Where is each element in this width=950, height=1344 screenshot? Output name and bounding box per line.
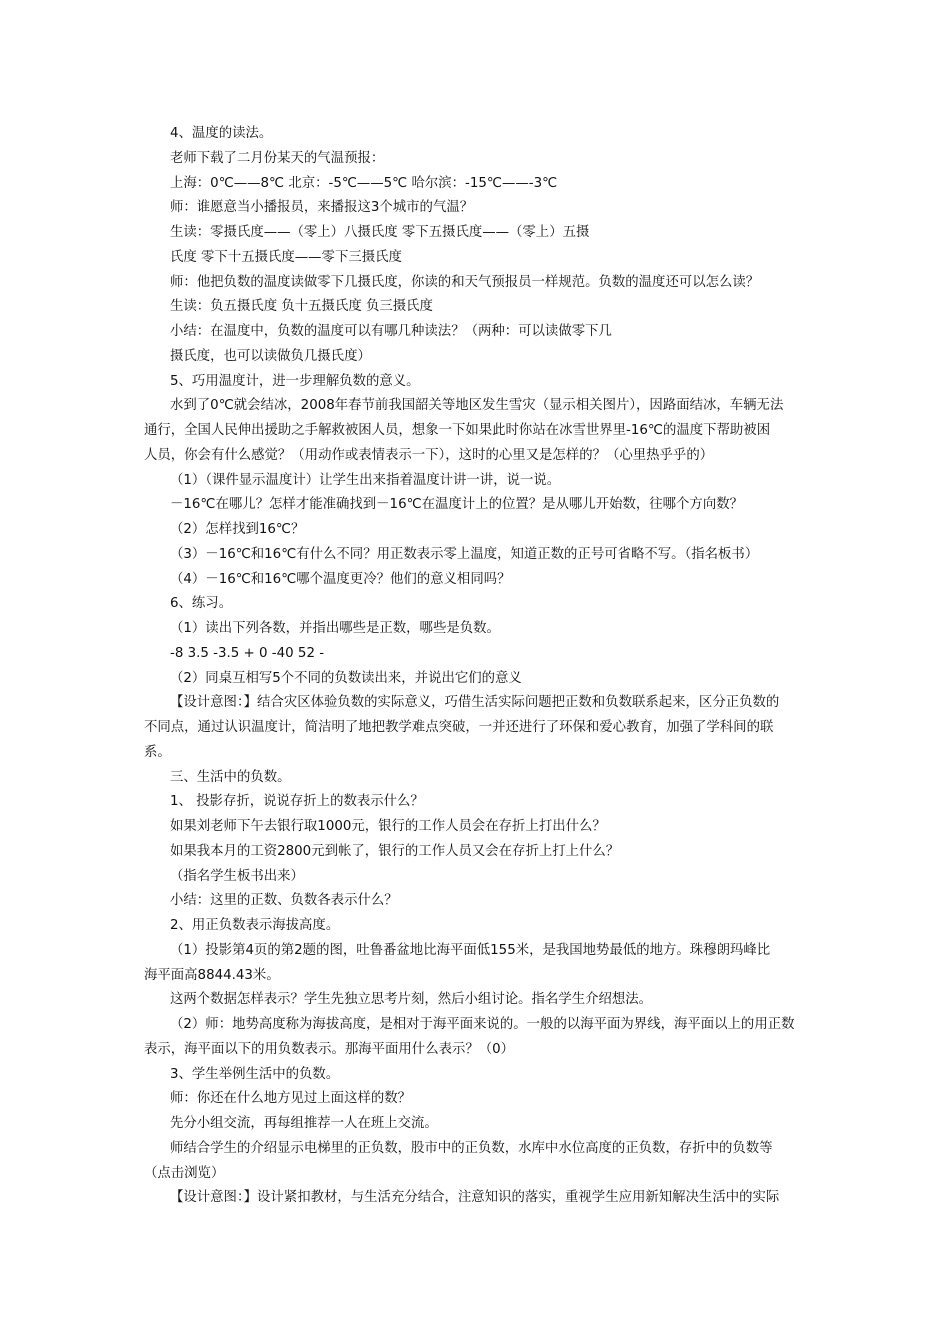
text-line: 表示，海平面以下的用负数表示。那海平面用什么表示？（0）: [144, 1041, 515, 1057]
text-line: 不同点，通过认识温度计，简洁明了地把教学难点突破，一并还进行了环保和爱心教育，加强了学科间的联: [144, 720, 774, 735]
text-line: －16℃在哪儿？怎样才能准确找到－16℃在温度计上的位置？是从哪儿开始数，往哪个方向数？: [170, 497, 743, 513]
text-line: 小结：在温度中，负数的温度可以有哪几种读法？（两种：可以读做零下几: [170, 324, 612, 339]
text-line: 水到了0℃就会结冰，2008年春节前我国韶关等地区发生雪灾（显示相关图片），因路面结冰，车辆无法: [170, 398, 784, 414]
text-line: 【设计意图：】结合灾区体验负数的实际意义，巧借生活实际问题把正数和负数联系起来，区分正负数的: [170, 695, 780, 711]
text-line: 这两个数据怎样表示？学生先独立思考片刻，然后小组讨论。指名学生介绍想法。: [170, 992, 653, 1008]
text-line: 师：谁愿意当小播报员，来播报这3个城市的气温？: [170, 200, 474, 216]
text-line: 海平面高8844.43米。: [144, 967, 280, 983]
text-line: （3）－16℃和16℃有什么不同？用正数表示零上温度，知道正数的正号可省略不写。（指名板书）: [170, 546, 759, 562]
text-line: 如果刘老师下午去银行取1000元，银行的工作人员会在存折上打出什么？: [170, 819, 606, 834]
text-line: （4）－16℃和16℃哪个温度更冷？他们的意义相同吗？: [170, 571, 511, 587]
text-line: 三、生活中的负数。: [170, 769, 291, 785]
text-line: 老师下载了二月份某天的气温预报：: [170, 150, 385, 166]
text-line: 如果我本月的工资2800元到帐了，银行的工作人员又会在存折上打上什么？: [170, 843, 620, 859]
text-line: 6、练习。: [170, 596, 233, 612]
text-line: （1）读出下列各数，并指出哪些是正数，哪些是负数。: [170, 621, 500, 636]
text-line: 4、温度的读法。: [170, 126, 273, 141]
text-line: （指名学生板书出来）: [170, 868, 304, 884]
text-line: 【设计意图：】设计紧扣教材，与生活充分结合，注意知识的落实，重视学生应用新知解决生活中的实际: [170, 1190, 780, 1206]
text-line: 系。: [144, 744, 171, 760]
text-line: 2、用正负数表示海拔高度。: [170, 918, 340, 933]
text-line: 5、巧用温度计，进一步理解负数的意义。: [170, 373, 420, 389]
text-line: 师结合学生的介绍显示电梯里的正负数，股市中的正负数，水库中水位高度的正负数，存折中的负数等: [170, 1140, 773, 1156]
text-line: 1、 投影存折，说说存折上的数表示什么？: [170, 794, 424, 810]
text-line: 人员，你会有什么感觉？（用动作或表情表示一下），这时的心里又是怎样的？（心里热乎乎的）: [144, 447, 714, 463]
text-line: 生读：零摄氏度——（零上）八摄氏度 零下五摄氏度——（零上）五摄: [170, 225, 590, 240]
text-line: （1）（课件显示温度计）让学生出来指着温度计讲一讲，说一说。: [170, 472, 561, 488]
text-line: 师：他把负数的温度读做零下几摄氏度，你读的和天气预报员一样规范。负数的温度还可以怎么读？: [170, 274, 760, 290]
text-line: （2）师：地势高度称为海拔高度，是相对于海平面来说的。一般的以海平面为界线，海平面以上的用正数: [170, 1017, 795, 1032]
text-line: -8 3.5 -3.5 + 0 -40 52 -: [170, 645, 325, 661]
text-line: 氏度 零下十五摄氏度——零下三摄氏度: [170, 249, 402, 265]
text-line: 3、学生举例生活中的负数。: [170, 1066, 340, 1082]
text-line: 通行，全国人民伸出援助之手解救被困人员，想象一下如果此时你站在冰雪世界里-16℃的温度下帮助被困: [144, 423, 771, 438]
text-line: （1）投影第4页的第2题的图，吐鲁番盆地比海平面低155米，是我国地势最低的地方。珠穆朗玛峰比: [170, 942, 771, 958]
text-line: 生读：负五摄氏度 负十五摄氏度 负三摄氏度: [170, 299, 433, 315]
text-line: 先分小组交流，再每组推荐一人在班上交流。: [170, 1116, 438, 1131]
text-line: 小结：这里的正数、负数各表示什么？: [170, 893, 398, 909]
text-line: 摄氏度，也可以读做负几摄氏度）: [170, 348, 371, 364]
text-line: （2）同桌互相写5个不同的负数读出来，并说出它们的意义: [170, 670, 522, 686]
text-line: （点击浏览）: [144, 1165, 225, 1181]
text-line: 上海：0℃——8℃ 北京：-5℃——5℃ 哈尔滨：-15℃——-3℃: [170, 175, 558, 191]
text-line: 师：你还在什么地方见过上面这样的数？: [170, 1091, 412, 1107]
text-line: （2）怎样找到16℃？: [170, 522, 305, 537]
